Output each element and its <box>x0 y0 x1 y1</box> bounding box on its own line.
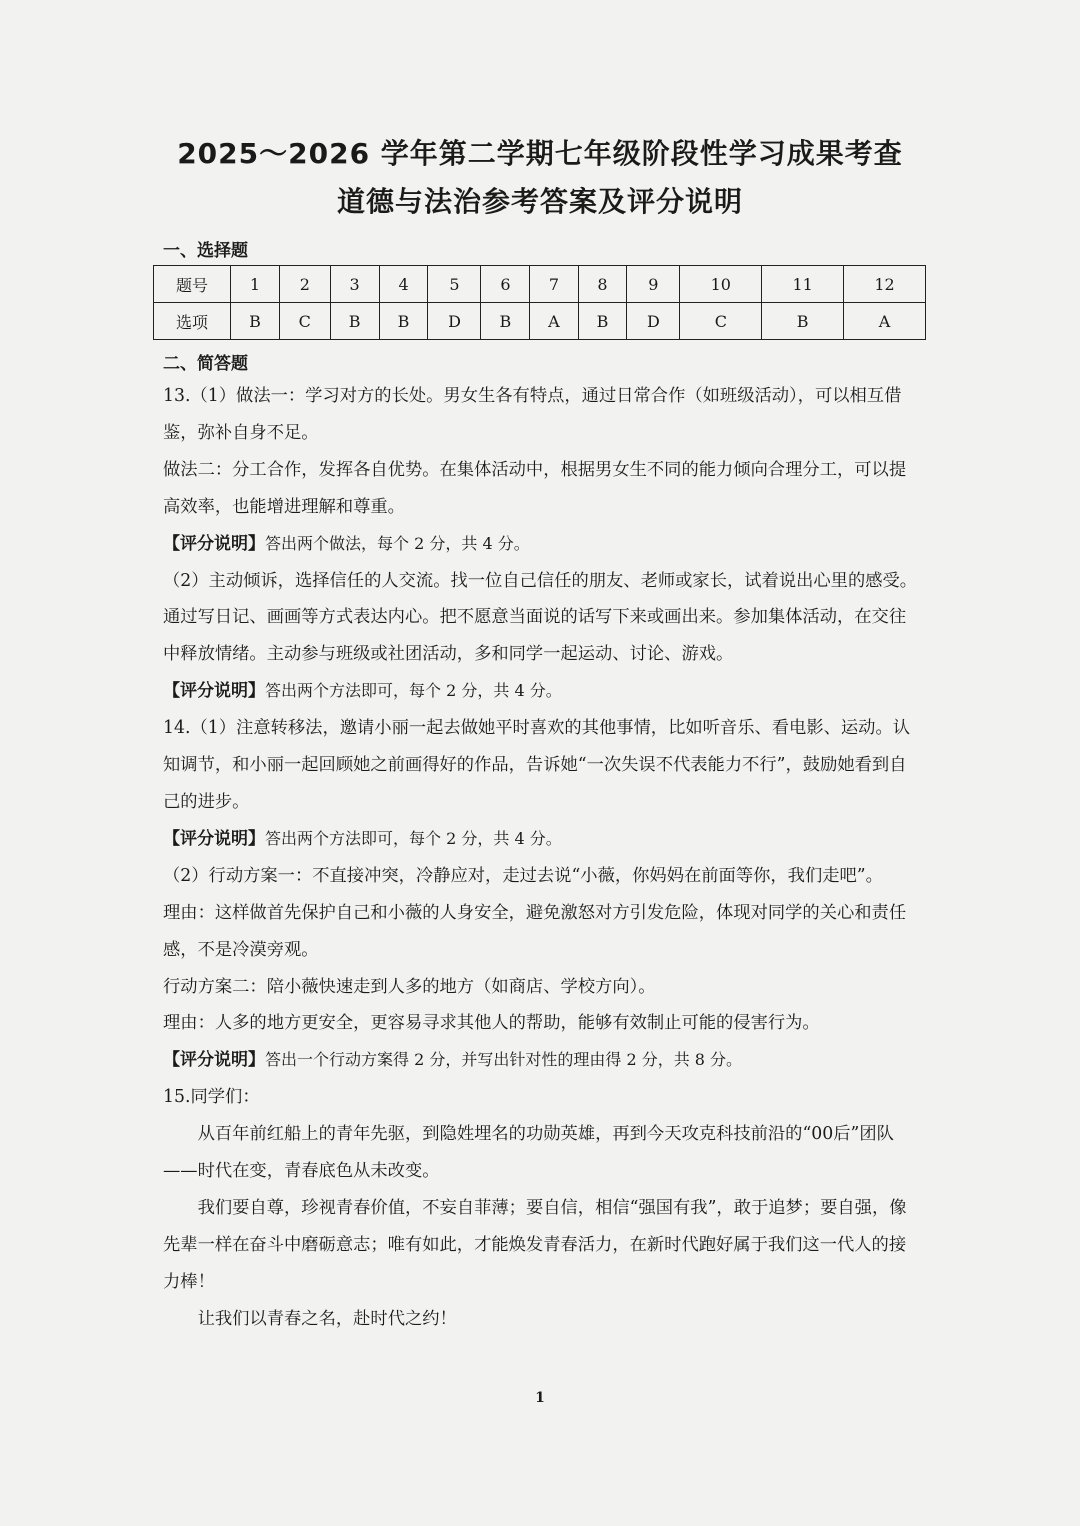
paragraph-text: 13.（1）做法一：学习对方的长处。男女生各有特点，通过日常合作（如班级活动），可以相互借鉴，弥补自身不足。 <box>163 386 902 443</box>
title-line-2: 道德与法治参考答案及评分说明 <box>336 185 743 218</box>
answer-paragraph <box>163 969 921 1006</box>
answer-body <box>163 378 921 1338</box>
note-label: 【评分说明】 <box>163 828 265 849</box>
paragraph-text: 做法二：分工合作，发挥各自优势。在集体活动中，根据男女生不同的能力倾向合理分工，可以提高效率，也能增进理解和尊重。 <box>163 459 907 517</box>
answer-table <box>153 265 926 340</box>
scoring-note <box>163 1042 921 1079</box>
table-cell: B <box>231 303 280 340</box>
table-cell: 12 <box>844 266 926 303</box>
answer-paragraph <box>163 378 921 452</box>
answer-paragraph <box>163 1301 921 1338</box>
answer-paragraph <box>163 710 921 821</box>
paragraph-text: 15.同学们： <box>163 1087 260 1108</box>
paragraph-text: 理由：人多的地方更安全，更容易寻求其他人的帮助，能够有效制止可能的侵害行为。 <box>163 1013 820 1034</box>
table-cell: 1 <box>231 266 280 303</box>
paragraph-text: 让我们以青春之名，赴时代之约！ <box>197 1308 457 1329</box>
table-cell: 6 <box>481 266 530 303</box>
section-heading-choice: 一、选择题 <box>163 241 248 261</box>
table-cell: 5 <box>428 266 481 303</box>
table-cell: C <box>279 303 330 340</box>
note-label: 【评分说明】 <box>163 681 265 702</box>
table-cell: 8 <box>578 266 627 303</box>
paragraph-text: 答出一个行动方案得 2 分，并写出针对性的理由得 2 分，共 8 分。 <box>265 1050 743 1070</box>
scoring-note <box>163 673 921 710</box>
table-cell: 3 <box>330 266 379 303</box>
title-line-1: 2025～2026 学年第二学期七年级阶段性学习成果考查 <box>177 137 903 170</box>
table-cell: B <box>481 303 530 340</box>
table-cell: D <box>428 303 481 340</box>
answer-paragraph <box>163 452 921 526</box>
note-label: 【评分说明】 <box>163 1050 265 1071</box>
table-cell: 题号 <box>154 266 231 303</box>
table-cell: B <box>762 303 844 340</box>
answer-paragraph <box>163 1005 921 1042</box>
paragraph-text: 答出两个方法即可，每个 2 分，共 4 分。 <box>265 828 562 848</box>
page-number: 1 <box>535 1390 545 1406</box>
table-cell: D <box>627 303 680 340</box>
table-cell: A <box>530 303 578 340</box>
table-cell: C <box>680 303 762 340</box>
table-cell: 10 <box>680 266 762 303</box>
paragraph-text: 答出两个做法，每个 2 分，共 4 分。 <box>265 533 530 553</box>
answer-paragraph <box>163 1079 921 1116</box>
table-cell: 选项 <box>154 303 231 340</box>
table-cell: 7 <box>530 266 578 303</box>
table-row <box>154 303 926 340</box>
table-cell: 2 <box>279 266 330 303</box>
scoring-note <box>163 821 921 858</box>
table-cell: 11 <box>762 266 844 303</box>
section-heading-short-answer: 二、简答题 <box>163 354 248 374</box>
paragraph-text: 从百年前红船上的青年先驱，到隐姓埋名的功勋英雄，再到今天攻克科技前沿的“00后”团队——时代在变，青春底色从未改变。 <box>163 1124 894 1182</box>
answer-paragraph <box>163 895 921 969</box>
paragraph-text: 行动方案二：陪小薇快速走到人多的地方（如商店、学校方向）。 <box>163 976 656 997</box>
note-label: 【评分说明】 <box>163 533 265 554</box>
table-cell: 9 <box>627 266 680 303</box>
paragraph-text: 我们要自尊，珍视青春价值，不妄自菲薄；要自信，相信“强国有我”，敢于追梦；要自强，像先辈一样在奋斗中磨砺意志；唯有如此，才能焕发青春活力，在新时代跑好属于我们这一代人的接力棒！ <box>163 1197 907 1292</box>
table-cell: 4 <box>379 266 428 303</box>
answer-paragraph <box>163 563 921 674</box>
answer-paragraph <box>163 1116 921 1190</box>
scoring-note <box>163 526 921 563</box>
paragraph-text: 理由：这样做首先保护自己和小薇的人身安全，避免激怒对方引发危险，体现对同学的关心和责任感，不是冷漠旁观。 <box>163 902 907 960</box>
answer-paragraph <box>163 1190 921 1301</box>
table-cell: B <box>578 303 627 340</box>
paragraph-text: 答出两个方法即可，每个 2 分，共 4 分。 <box>265 681 562 701</box>
paragraph-text: （2）行动方案一：不直接冲突，冷静应对，走过去说“小薇，你妈妈在前面等你，我们走吧”。 <box>163 865 883 886</box>
answer-paragraph <box>163 858 921 895</box>
table-row <box>154 266 926 303</box>
table-cell: A <box>844 303 926 340</box>
paragraph-text: 14.（1）注意转移法，邀请小丽一起去做她平时喜欢的其他事情，比如听音乐、看电影、运动。认知调节，和小丽一起回顾她之前画得好的作品，告诉她“一次失误不代表能力不行”，鼓励她看到自己的进步。 <box>163 718 911 812</box>
table-cell: B <box>379 303 428 340</box>
paragraph-text: （2）主动倾诉，选择信任的人交流。找一位自己信任的朋友、老师或家长，试着说出心里的感受。通过写日记、画画等方式表达内心。把不愿意当面说的话写下来或画出来。参加集体活动，在交往中释放情绪。主动参与班级或社团活动，多和同学一起运动、讨论、游戏。 <box>163 570 918 665</box>
table-cell: B <box>330 303 379 340</box>
